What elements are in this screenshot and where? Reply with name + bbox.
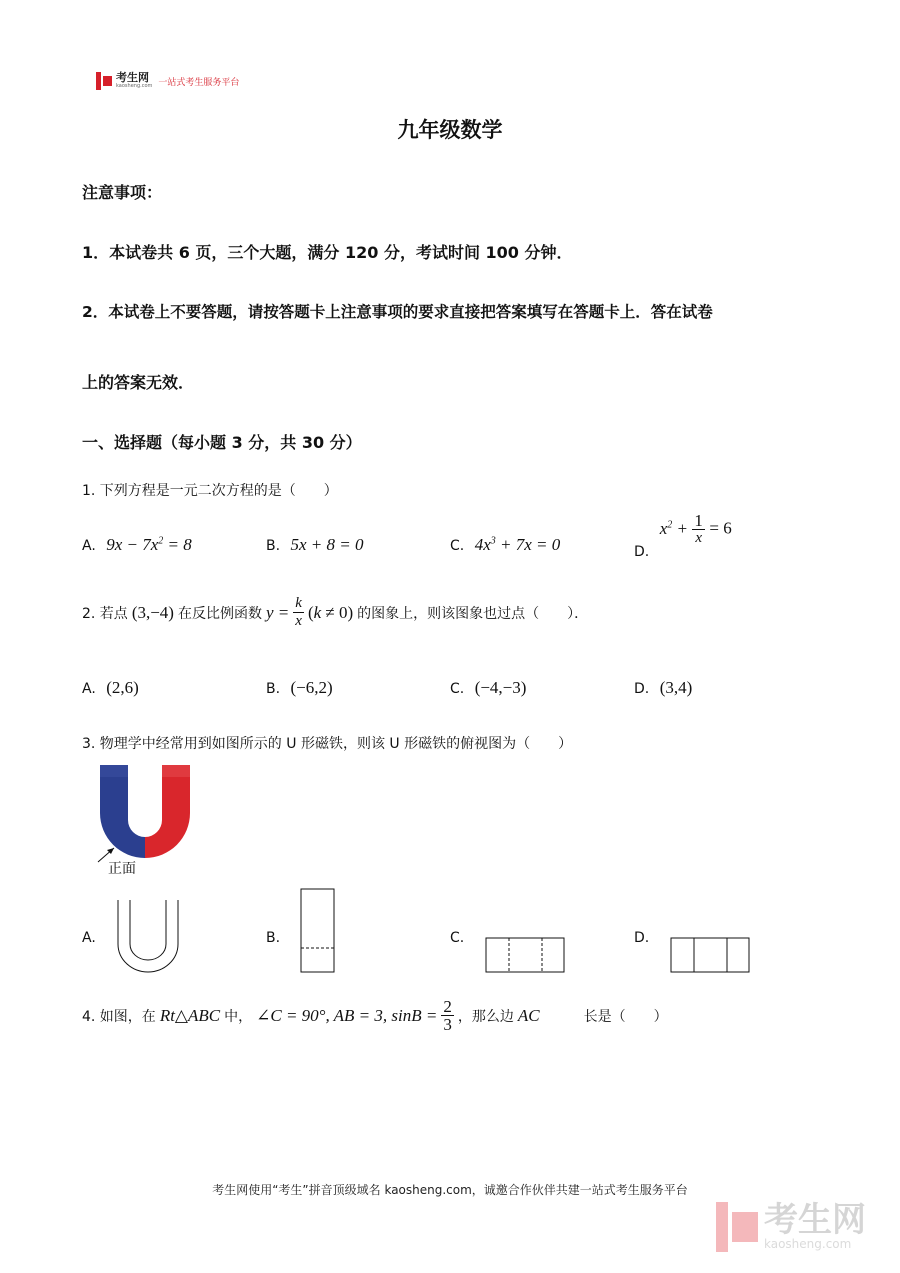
question-1-stem: 1. 下列方程是一元二次方程的是（ ）: [82, 483, 338, 499]
q2-option-a: A. (2,6): [82, 678, 139, 697]
question-4-stem: 4. 如图，在 Rt△ABC 中， ∠C = 90°, AB = 3, sinB = $\frac{2}{3}$ ，那么边 AC 长是（ ）: [82, 997, 668, 1034]
q3-option-c-figure: [485, 937, 567, 974]
u-magnet-figure: [90, 760, 200, 880]
q4-condition: ∠C = 90°, AB = 3, sinB =: [256, 1005, 438, 1025]
option-label: A.: [82, 538, 96, 554]
watermark-domain: kaosheng.com: [764, 1237, 852, 1251]
figure-caption: 正面: [108, 861, 136, 877]
logo-domain: kaosheng.com: [116, 83, 153, 89]
kaosheng-logo-icon: [96, 72, 112, 90]
question-3-stem: 3. 物理学中经常用到如图所示的 U 形磁铁，则该 U 形磁铁的俯视图为（ ）: [82, 736, 573, 752]
option-label: C.: [450, 538, 465, 554]
q2-option-c: C. (−4,−3): [450, 678, 527, 697]
logo-slogan: 一站式考生服务平台: [158, 77, 240, 88]
q3-option-b-label: B.: [266, 930, 281, 946]
q1-option-c: C. $4x^3 + 7x = 0$: [450, 535, 561, 554]
option-label: D.: [634, 543, 650, 560]
notice-item-1: 1．本试卷共 6 页，三个大题，满分 120 分，考试时间 100 分钟．: [82, 243, 573, 262]
header-logo: [96, 72, 239, 90]
watermark: [716, 1202, 866, 1252]
magnet-blue-half: [100, 765, 145, 858]
page-title: 九年级数学: [397, 118, 503, 142]
q3-option-d-figure: [670, 937, 752, 974]
q2-point: (3,−4): [131, 602, 174, 622]
logo-name: 考生网: [116, 71, 149, 84]
notice-heading: 注意事项：: [82, 183, 163, 202]
page-footer: 考生网使用“考生”拼音顶级域名 kaosheng.com，诚邀合作伙伴共建一站式考生服务平台: [212, 1183, 688, 1197]
notice-item-2: 2．本试卷上不要答题，请按答题卡上注意事项的要求直接把答案填写在答题卡上．答在试卷: [82, 303, 713, 321]
notice-item-2-cont: 上的答案无效．: [82, 373, 195, 392]
q3-option-d-label: D.: [634, 930, 650, 946]
kaosheng-watermark-icon: [716, 1202, 758, 1252]
q2-option-b: B. (−6,2): [266, 678, 333, 697]
q2-option-d: D. (3,4): [634, 678, 693, 697]
q3-option-c-label: C.: [450, 930, 465, 946]
q4-side: AC: [517, 1005, 540, 1025]
q3-option-b-figure: [300, 888, 336, 974]
q1-option-d: D. $x^2$ + $\frac{1}{x}$ = 6: [634, 511, 732, 560]
magnet-red-half: [145, 765, 190, 858]
section-heading: 一、选择题（每小题 3 分，共 30 分）: [82, 433, 362, 452]
q1-option-b: B. 5x + 8 = 0: [266, 535, 364, 554]
q4-triangle: Rt△ABC: [159, 1005, 221, 1025]
q3-option-a-figure: [116, 898, 180, 974]
option-label: B.: [266, 538, 281, 554]
q3-option-a-label: A.: [82, 930, 96, 946]
watermark-name: 考生网: [764, 1200, 866, 1240]
q1-option-a: A. $9x - 7x^2 = 8$: [82, 535, 192, 554]
question-2-stem: 2. 若点 (3,−4) 在反比例函数 y = $\frac{k}{x}$ (k ≠ 0) 的图象上，则该图象也过点（ ）．: [82, 595, 589, 629]
